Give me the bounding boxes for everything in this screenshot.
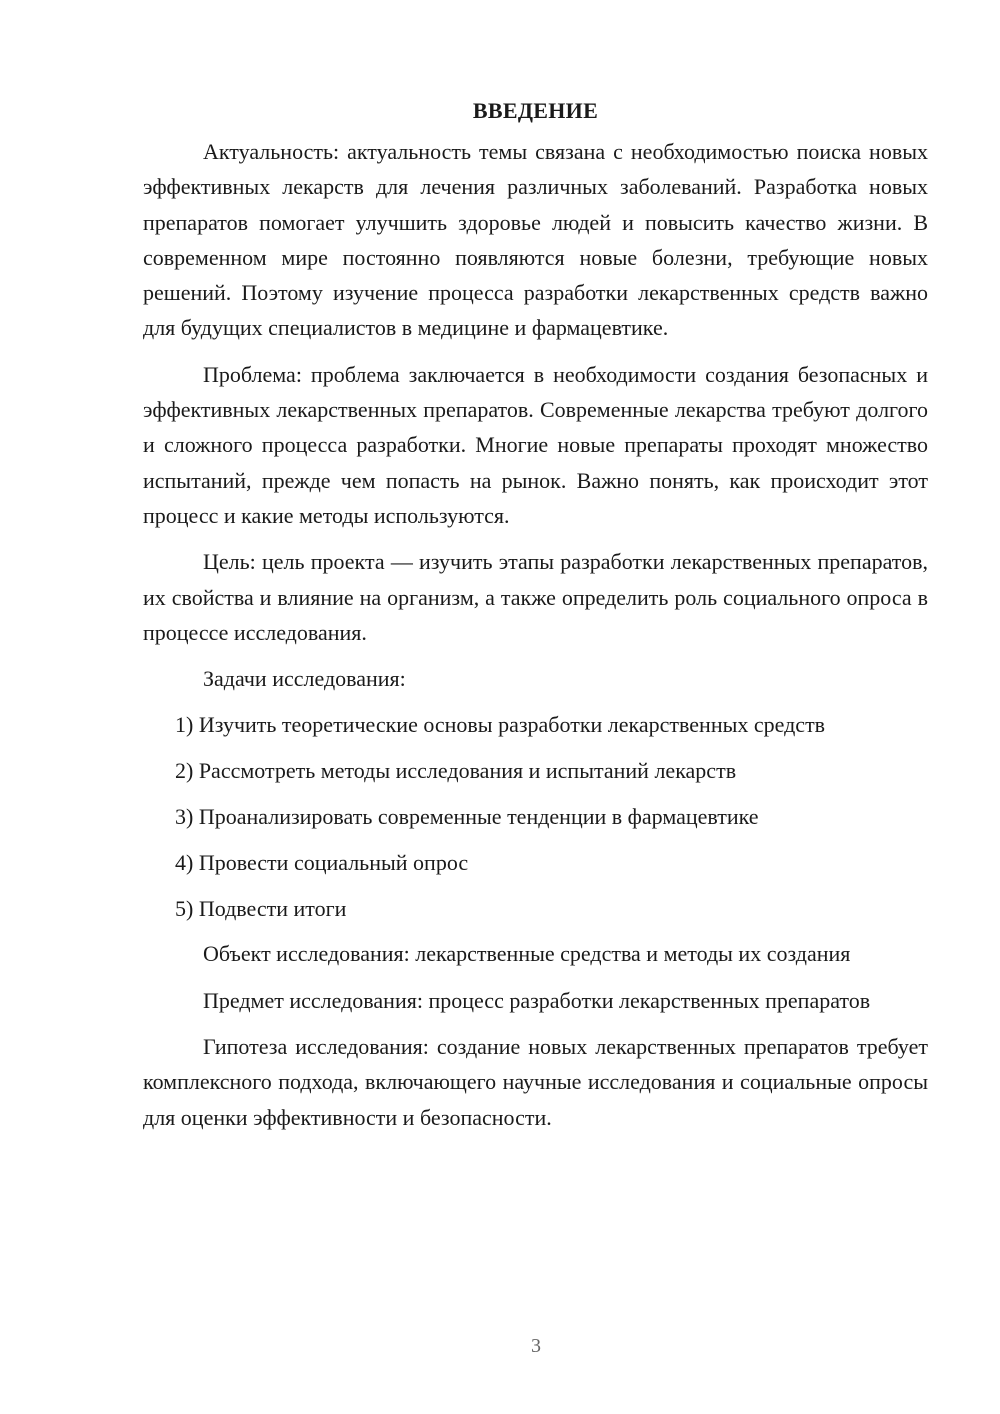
object-paragraph: Объект исследования: лекарственные средства и методы их создания — [203, 941, 851, 967]
section-title: ВВЕДЕНИЕ — [472, 98, 599, 123]
problem-paragraph: Проблема: проблема заключается в необходимости создания безопасных и эффективных лекарственных препаратов. Современные лекарства требуют долгого и сложного процесса разработки. Многие новые препараты проходят множество испытаний, прежде чем попасть на рынок. Важно понять, как происходит этот процесс и какие методы используются. — [143, 361, 928, 528]
list-item: 1) Изучить теоретические основы разработки лекарственных средств — [175, 712, 826, 738]
tasks-heading: Задачи исследования: — [203, 666, 406, 692]
hypothesis-paragraph: Гипотеза исследования: создание новых лекарственных препаратов требует комплексного подхода, включающего научные исследования и социальные опросы для оценки эффективности и безопасности. — [143, 1034, 928, 1130]
tasks-list — [143, 707, 928, 925]
relevance-paragraph: Актуальность: актуальность темы связана с необходимостью поиска новых эффективных лекарств для лечения различных заболеваний. Разработка новых препаратов помогает улучшить здоровье людей и повысить качество жизни. В современном мире постоянно появляются новые болезни, требующие новых решений. Поэтому изучение процесса разработки лекарственных средств важно для будущих специалистов в медицине и фармацевтике. — [143, 139, 928, 341]
list-item: 4) Провести социальный опрос — [175, 849, 469, 875]
list-item: 3) Проанализировать современные тенденции в фармацевтике — [175, 804, 759, 830]
list-item: 5) Подвести итоги — [175, 895, 347, 921]
subject-paragraph: Предмет исследования: процесс разработки лекарственных препаратов — [203, 987, 871, 1013]
list-item: 2) Рассмотреть методы исследования и испытаний лекарств — [175, 758, 737, 784]
goal-paragraph: Цель: цель проекта — изучить этапы разработки лекарственных препаратов, их свойства и влияние на организм, а также определить роль социального опроса в процессе исследования. — [143, 549, 928, 645]
page-number: 3 — [531, 1335, 541, 1357]
page-content — [143, 94, 928, 1146]
